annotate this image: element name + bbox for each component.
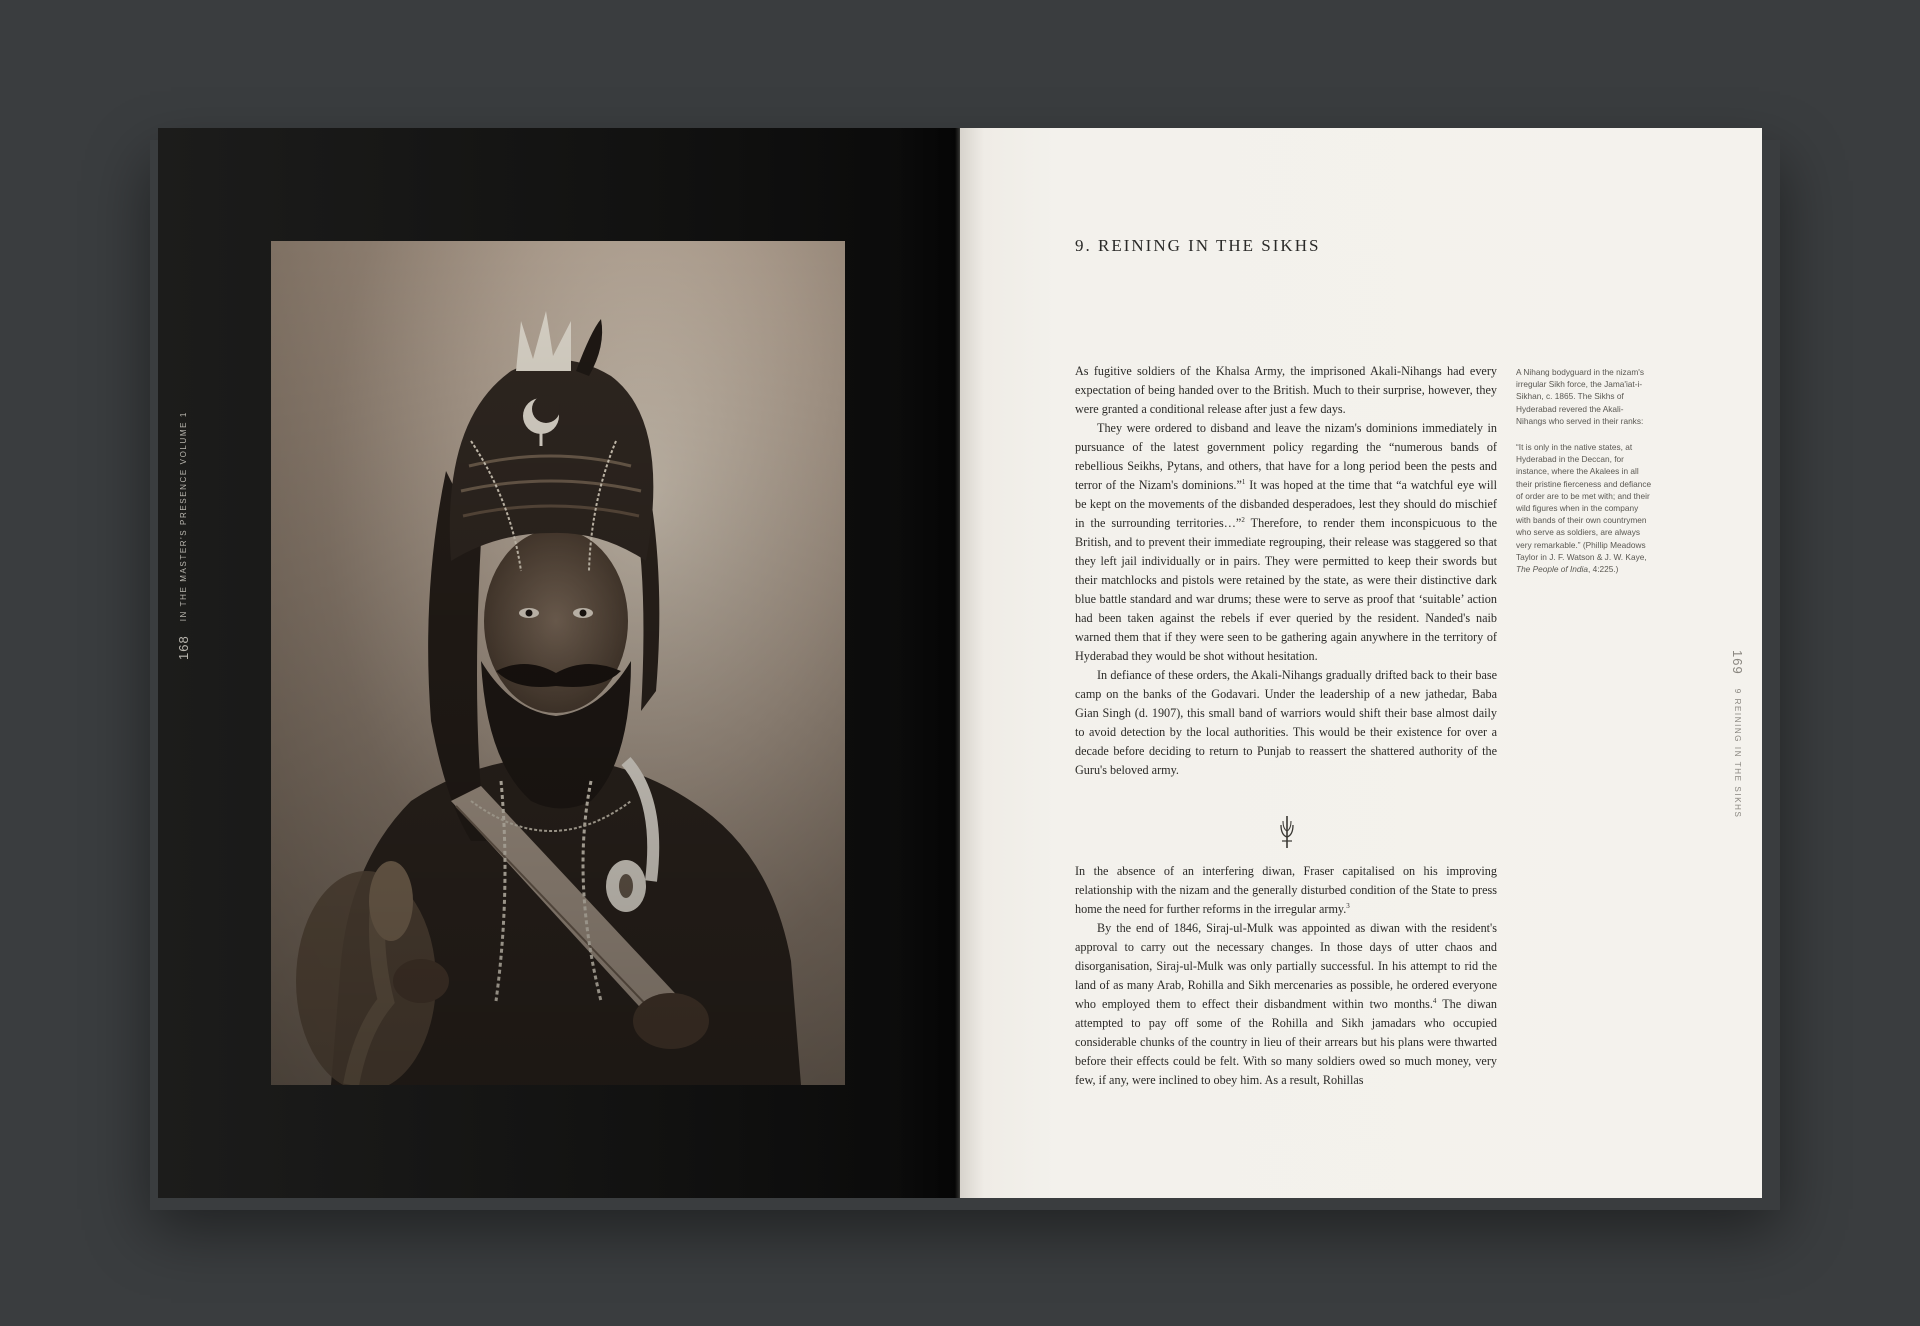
running-head-left: IN THE MASTER'S PRESENCE VOLUME 1 — [179, 411, 188, 622]
body-text-lower — [1075, 862, 1497, 1090]
khanda-ornament-icon — [1277, 815, 1297, 849]
paragraph-5-b: The diwan attempted to pay off some of the Rohilla and Sikh jamadars who occupied considerable chunks of the country in lieu of their arrears but his plans were thwarted before their effects could be felt. With so many soldiers owed so much money, very few, if any, were inclined to obey him. As a result, Rohillas — [1075, 997, 1498, 1087]
paragraph-4 — [1075, 862, 1497, 919]
footnote-mark-1: 1 — [1241, 477, 1246, 486]
paragraph-1: As fugitive soldiers of the Khalsa Army, the imprisoned Akali-Nihangs had every expectation of being handed over to the British. Much to their surprise, however, they were granted a conditional release after just a few days. — [1075, 364, 1497, 416]
sidenote — [1516, 366, 1652, 589]
sidenote-caption: A Nihang bodyguard in the nizam's irregular Sikh force, the Jama'iat-i-Sikhan, c. 1865. The Sikhs of Hyderabad revered the Akali-Nihangs who served in their ranks: — [1516, 367, 1644, 426]
paragraph-2-a: They were ordered to disband and leave the nizam's dominions immediately in pursuance of the latest government policy regarding the “numerous bands of rebellious Seikhs, Pytans, and others, that have for a long period been the pests and terror of the Nizam's dominions.” — [1075, 421, 1497, 492]
portrait-photo-icon — [271, 241, 845, 1085]
paragraph-2 — [1075, 419, 1497, 666]
paragraph-2-b: It was hoped at the time that “a watchful eye will be kept on the movements of the disbanded desperadoes, lest they should do mischief in the surrounding territories…” — [1075, 478, 1498, 530]
footnote-mark-4: 4 — [1432, 996, 1437, 1005]
running-head-right: 9 REINING IN THE SIKHS — [1733, 688, 1742, 819]
sidenote-citation-b: , 4:225.) — [1587, 564, 1619, 575]
footnote-mark-2: 2 — [1241, 515, 1245, 524]
paragraph-4-a: In the absence of an interfering diwan, Fraser capitalised on his improving relationship with the nizam and the generally disturbed condition of the State to press home the need for further reforms in the irregular army. — [1075, 864, 1497, 916]
page-number-right: 169 — [1730, 650, 1745, 675]
chapter-title: 9. REINING IN THE SIKHS — [1075, 236, 1321, 255]
sidenote-citation-title: The People of India — [1516, 564, 1588, 575]
portrait-photo — [271, 241, 845, 1085]
footnote-mark-3: 3 — [1346, 901, 1350, 910]
paragraph-5 — [1075, 919, 1497, 1090]
paragraph-5-a: By the end of 1846, Siraj-ul-Mulk was appointed as diwan with the resident's approval to carry out the necessary changes. In those days of utter chaos and disorganisation, Siraj-ul-Mulk was only partially successful. In his attempt to rid the land of as many Arab, Rohilla and Sikh mercenaries as possible, he ordered everyone who employed them to effect their disbandment within two months. — [1075, 921, 1497, 1011]
sidenote-citation-a: (Phillip Meadows Taylor in J. F. Watson & J. W. Kaye, — [1516, 539, 1647, 562]
body-text-upper — [1075, 362, 1497, 780]
paragraph-2-c: Therefore, to render them inconspicuous to the British, and to prevent their immediate regrouping, their release was staggered so that they left jail individually or in pairs. They were permitted to keep their swords but their matchlocks and pistols were retained by the state, as were their distinctive dark blue battle standard and war drums; these were to serve as proof that ‘suitable’ action had been taken against the rebels if ever queried by the resident. Nanded's naib warned them that if they were seen to be gathering again anywhere in the territory of Hyderabad they would be shot without hesitation. — [1075, 516, 1497, 663]
sidenote-quote: “It is only in the native states, at Hyderabad in the Deccan, for instance, where the Akalees in all their pristine fierceness and defiance of order are to be met with; and their wild figures when in the company with bands of their own countrymen who serve as soldiers, are always very remarkable.” — [1516, 442, 1652, 550]
paragraph-3: In defiance of these orders, the Akali-Nihangs gradually drifted back to their base camp on the banks of the Godavari. Under the leadership of a new jathedar, Baba Gian Singh (d. 1907), this small band of warriors would shift their base almost daily to avoid detection by the local authorities. This would be their existence for over a decade before deciding to return to Punjab to reassert the shattered authority of the Guru's beloved army. — [1075, 668, 1497, 777]
page-number-left: 168 — [176, 635, 191, 660]
sidenote-quote-block — [1516, 441, 1652, 575]
